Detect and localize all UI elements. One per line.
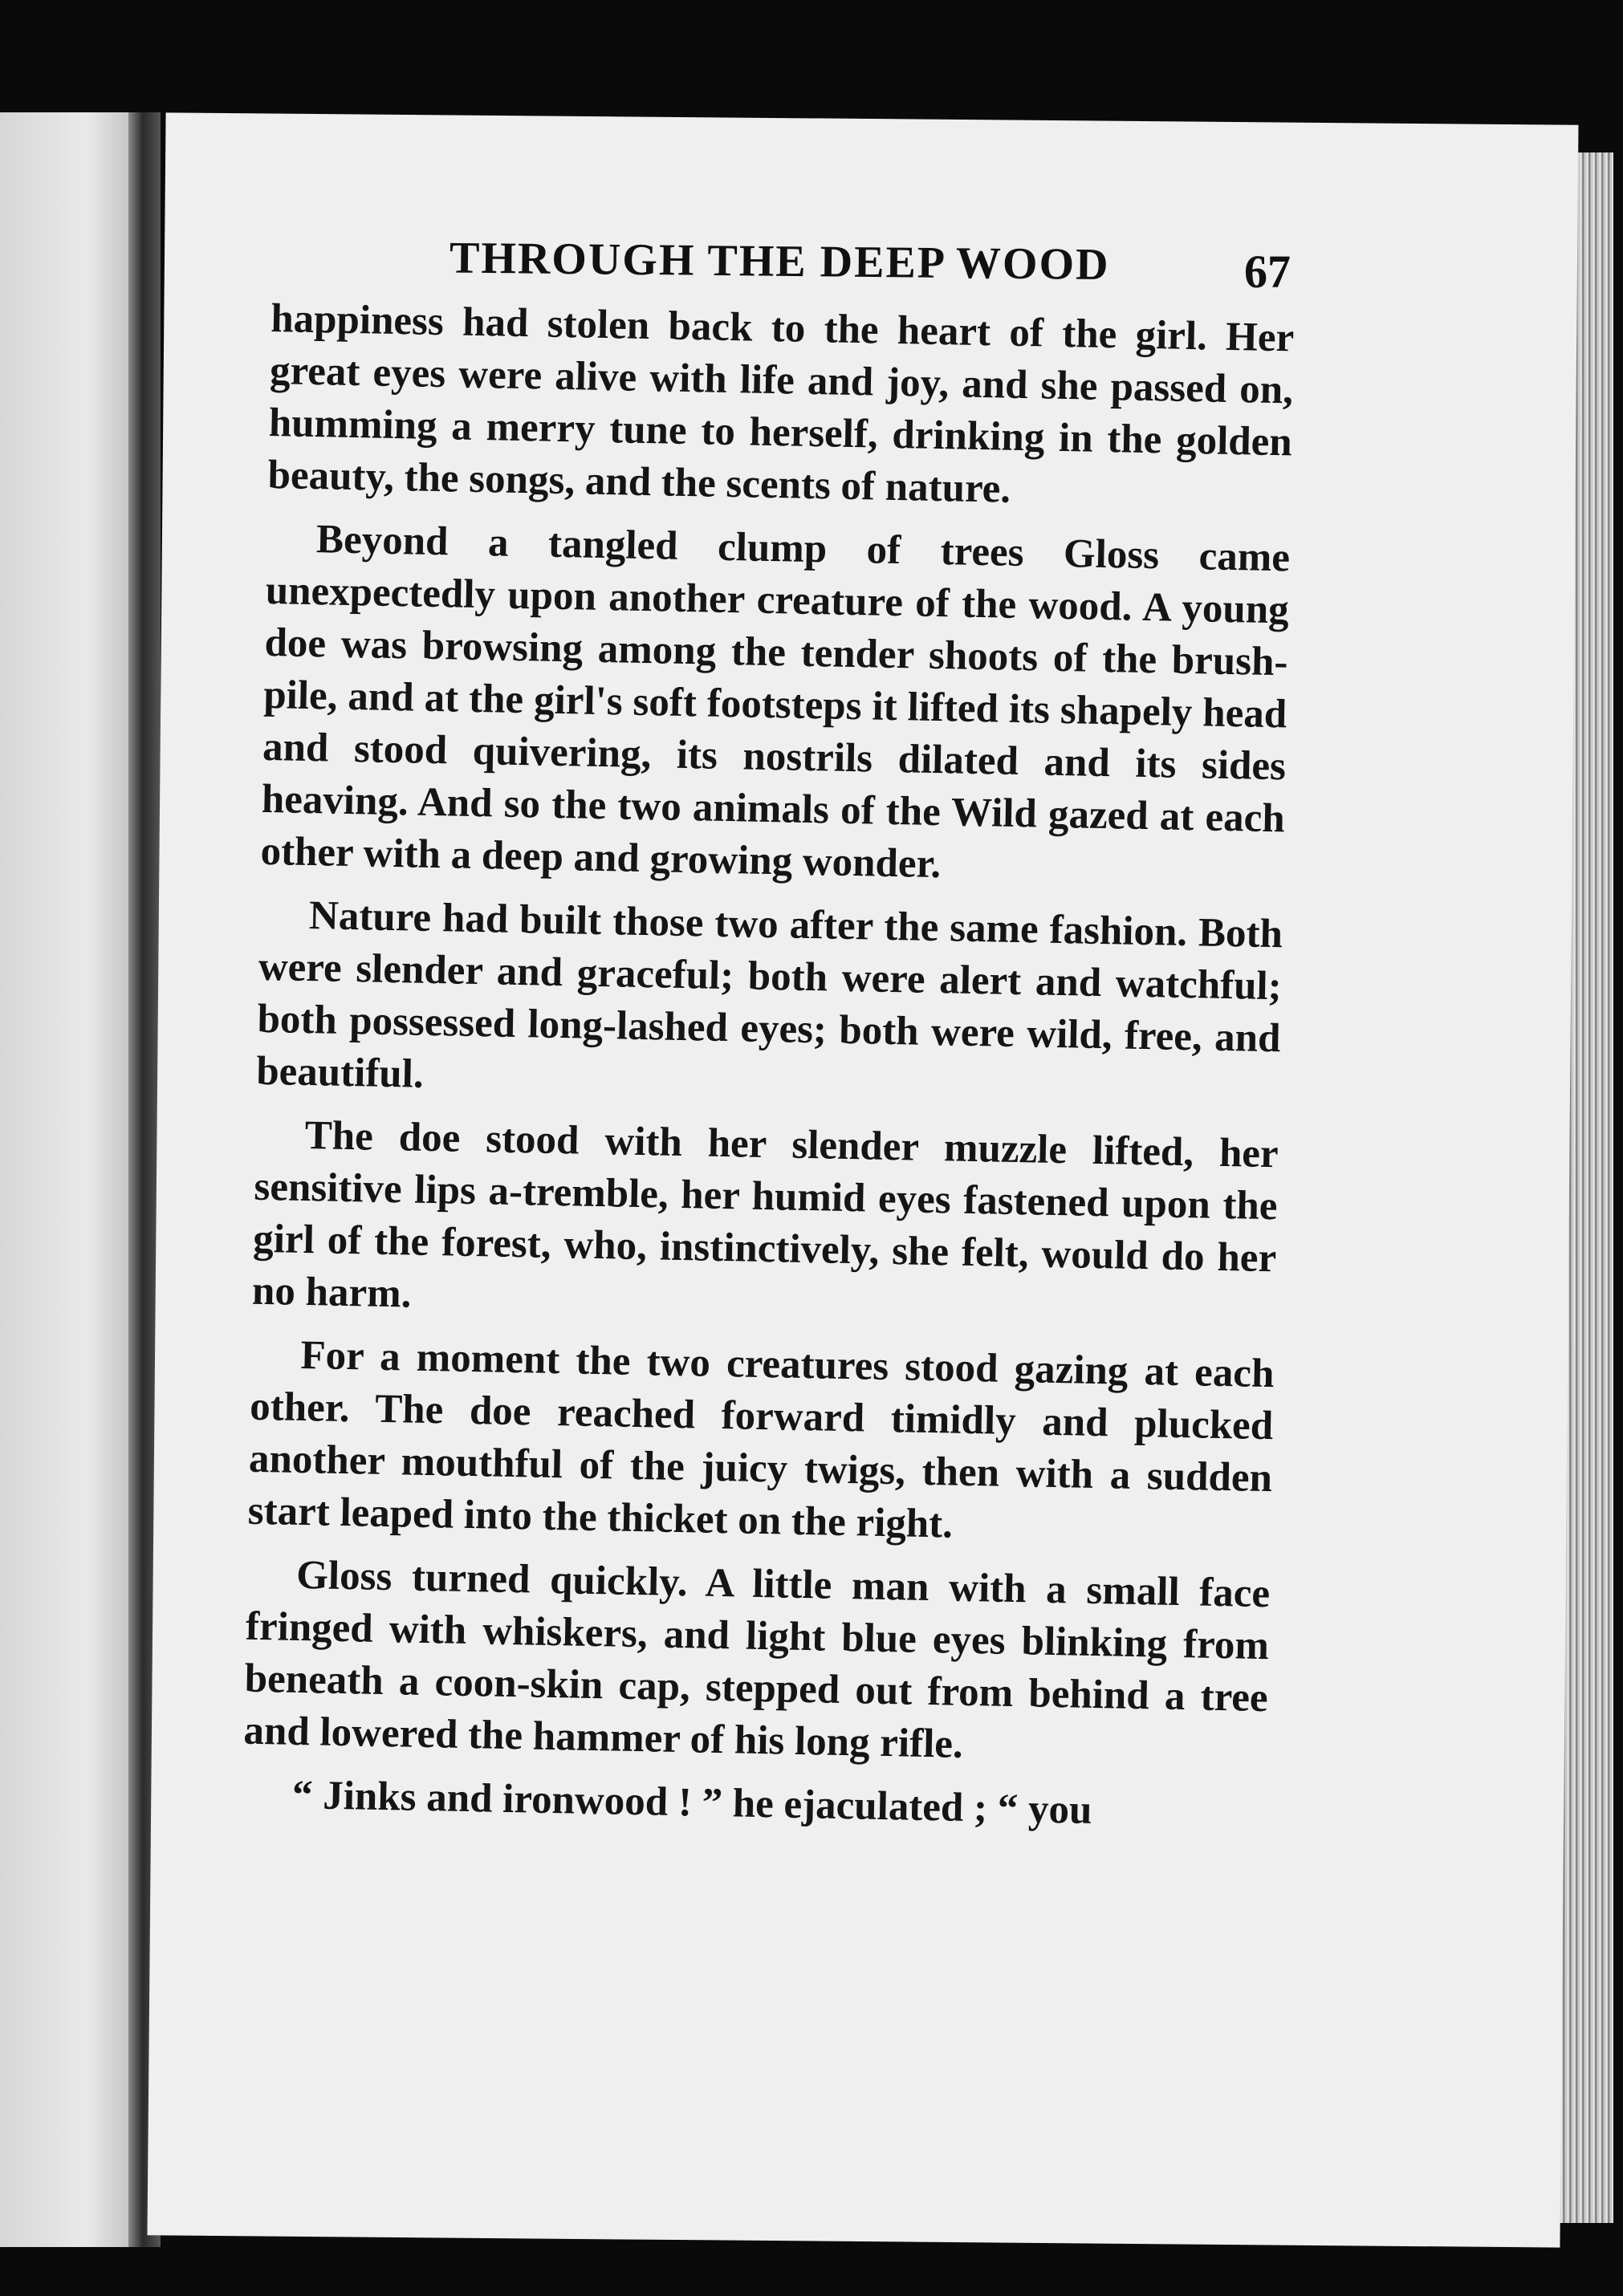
paragraph: Nature had built those two after the same fashion. Both were slender and graceful; both were alert and watchful; both possessed long-lashed eyes; both were wild, free, and beautiful.: [255, 893, 1283, 1097]
paragraph: Beyond a tangled clump of trees Gloss came unexpectedly upon another creature of the wood. A young doe was browsing among the tender shoots of the brush-pile, and at the girl's soft footsteps it lifted its shapely head and stood quivering, its nostrils dilated and its sides heaving. And so the two animals of the Wild gazed at each other with a deep and growing wonder.: [260, 517, 1291, 888]
paragraph: The doe stood with her slender muzzle lifted, her sensitive lips a-tremble, her humid eyes fastened upon the girl of the forest, who, instinctively, she felt, would do her no harm.: [251, 1113, 1279, 1317]
body-text: [242, 293, 1295, 1851]
page-number: 67: [1244, 246, 1291, 298]
paragraph: Gloss turned quickly. A little man with a small face fringed with whiskers, and light blue eyes blinking from beneath a coon-skin cap, stepped out from behind a tree and lowered the hammer of his long rifle.: [243, 1552, 1271, 1767]
paragraph: happiness had stolen back to the heart of the girl. Her great eyes were alive with life and joy, and she passed on, humming a merry tune to herself, drinking in the golden beauty, the songs, and the scents of nature.: [267, 295, 1295, 512]
paragraph: For a moment the two creatures stood gazing at each other. The doe reached forward timidly and plucked another mouthful of the juicy twigs, then with a sudden start leaped into the thicket on the right.: [247, 1332, 1275, 1547]
running-title: THROUGH THE DEEP WOOD: [449, 233, 1110, 291]
facing-page-edge: [0, 112, 144, 2247]
paragraph: “ Jinks and ironwood ! ” he ejaculated ; “ you: [291, 1772, 1092, 1833]
